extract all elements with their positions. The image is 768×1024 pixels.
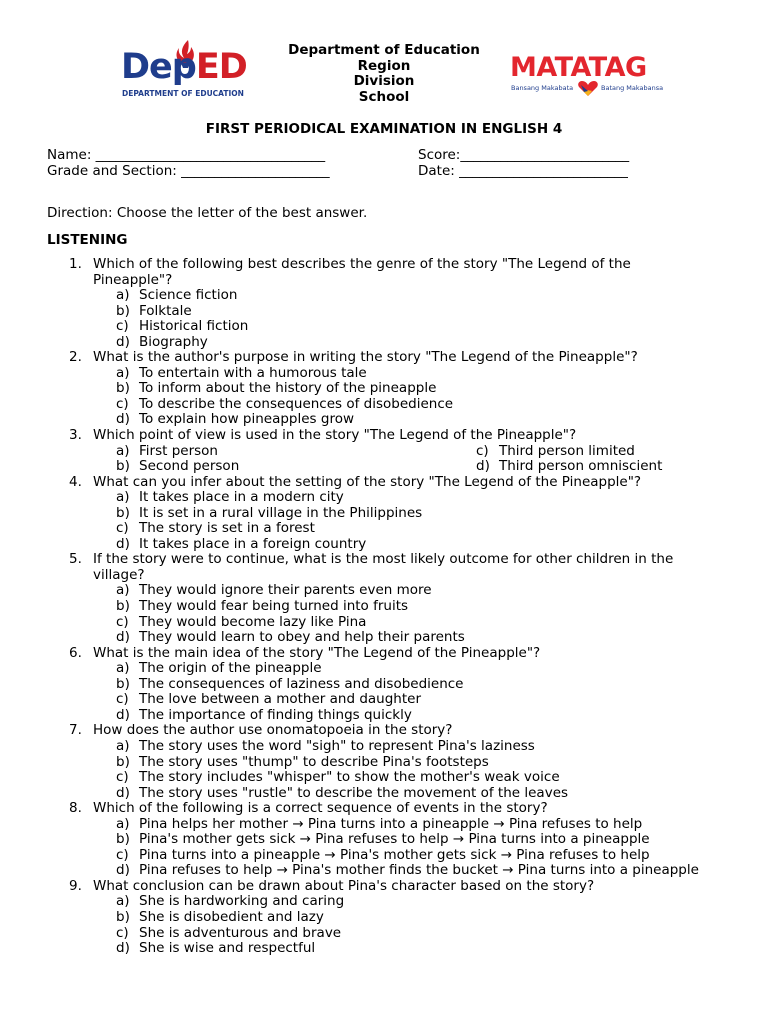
question-item (0, 723, 768, 739)
question-text: What can you infer about the setting of the story "The Legend of the Pineapple"? (93, 473, 642, 490)
question-text: Which point of view is used in the story "The Legend of the Pineapple"? (93, 427, 577, 444)
option-letter: b) (116, 458, 130, 475)
option-text: Third person limited (499, 442, 635, 459)
option-text: The story is set in a forest (139, 520, 315, 537)
option-text: The story uses the word "sigh" to represent Pina's laziness (139, 737, 535, 754)
option-item (0, 661, 768, 677)
option-letter: a) (116, 489, 130, 506)
option-item (0, 630, 768, 646)
option-letter: b) (116, 908, 130, 925)
option-text: Pina refuses to help → Pina's mother finds the bucket → Pina turns into a pineapple (139, 862, 699, 879)
question-number: 1. (69, 256, 82, 272)
option-text: To explain how pineapples grow (139, 411, 354, 428)
option-letter: c) (116, 520, 129, 537)
option-text: The story uses "rustle" to describe the movement of the leaves (139, 784, 569, 801)
question-item (0, 646, 768, 662)
option-letter: a) (116, 582, 130, 599)
option-text: First person (139, 442, 218, 459)
option-item (0, 708, 768, 724)
option-item (0, 397, 768, 413)
option-letter: d) (116, 784, 130, 801)
option-letter: a) (116, 660, 130, 677)
date-field: Date: _________________________ (418, 163, 628, 179)
option-text: The story uses "thump" to describe Pina's footsteps (139, 753, 489, 770)
grade-section-field: Grade and Section: ______________________ (47, 163, 330, 179)
option-letter: b) (116, 598, 130, 615)
option-text: The story includes "whisper" to show the mother's weak voice (139, 769, 560, 786)
question-item (0, 350, 768, 366)
option-text: To inform about the history of the pineapple (139, 380, 437, 397)
question-number: 8. (69, 800, 82, 817)
option-item (0, 677, 768, 693)
option-letter: b) (116, 302, 130, 319)
matatag-tagline-left: Bansang Makabata (511, 84, 574, 92)
question-number: 5. (69, 551, 82, 568)
direction: Direction: Choose the letter of the best answer. (47, 205, 368, 221)
option-letter: c) (476, 442, 489, 459)
question-item (0, 428, 768, 444)
heart-icon (577, 81, 599, 97)
option-text: The importance of finding things quickly (139, 706, 412, 723)
option-item (0, 863, 768, 879)
option-text: She is disobedient and lazy (139, 908, 324, 925)
option-text: The love between a mother and daughter (139, 691, 421, 708)
deped-wordmark: DepED (121, 47, 247, 87)
question-text: If the story were to continue, what is the most likely outcome for other children in the village? (93, 551, 674, 583)
option-letter: a) (116, 815, 130, 832)
option-item (0, 521, 768, 537)
option-row (0, 459, 768, 475)
option-item (0, 381, 768, 397)
option-item (0, 755, 768, 771)
section-title: LISTENING (47, 232, 128, 248)
option-letter: d) (116, 629, 130, 646)
question-number: 3. (69, 427, 82, 444)
option-text: She is wise and respectful (139, 940, 316, 957)
option-row (0, 444, 768, 460)
matatag-wordmark: MATATAG (510, 52, 647, 83)
option-item (0, 739, 768, 755)
option-text: Pina's mother gets sick → Pina refuses to help → Pina turns into a pineapple (139, 831, 650, 848)
question-item (0, 257, 768, 288)
option-letter: d) (116, 862, 130, 879)
question-list (0, 257, 768, 957)
matatag-tagline-right: Batang Makabansa (601, 84, 664, 92)
option-item (0, 848, 768, 864)
option-letter: a) (116, 287, 130, 304)
option-text: They would learn to obey and help their parents (139, 629, 465, 646)
option-letter: c) (116, 846, 129, 863)
option-letter: d) (476, 458, 490, 475)
option-item (0, 786, 768, 802)
option-letter: d) (116, 535, 130, 552)
question-text: Which of the following best describes the genre of the story "The Legend of the Pineapple"? (93, 256, 631, 288)
option-item (0, 335, 768, 351)
option-text: She is hardworking and caring (139, 893, 345, 910)
option-letter: b) (116, 380, 130, 397)
option-letter: c) (116, 769, 129, 786)
question-item (0, 552, 768, 583)
option-letter: d) (116, 411, 130, 428)
option-text: The consequences of laziness and disobedience (139, 675, 464, 692)
header-school: School (358, 88, 410, 105)
option-letter: d) (116, 940, 130, 957)
option-item (0, 537, 768, 553)
option-item (0, 941, 768, 957)
option-text: Folktale (139, 302, 192, 319)
option-text: Second person (139, 458, 240, 475)
option-letter: b) (116, 504, 130, 521)
option-letter: c) (116, 318, 129, 335)
question-text: What is the main idea of the story "The Legend of the Pineapple"? (93, 644, 541, 661)
option-item (0, 583, 768, 599)
option-item (0, 319, 768, 335)
option-letter: d) (116, 706, 130, 723)
option-text: Historical fiction (139, 318, 249, 335)
option-item (0, 832, 768, 848)
option-text: They would become lazy like Pina (139, 613, 367, 630)
question-text: Which of the following is a correct sequence of events in the story? (93, 800, 548, 817)
option-letter: c) (116, 691, 129, 708)
option-text: It takes place in a foreign country (139, 535, 367, 552)
exam-title: FIRST PERIODICAL EXAMINATION IN ENGLISH 4 (205, 121, 563, 137)
name-field: Name: __________________________________ (47, 147, 326, 163)
option-item (0, 910, 768, 926)
option-text: The origin of the pineapple (139, 660, 322, 677)
option-text: Biography (139, 333, 208, 350)
option-text: To entertain with a humorous tale (139, 364, 367, 381)
option-item (0, 926, 768, 942)
question-number: 6. (69, 644, 82, 661)
header-division: Division (353, 73, 415, 90)
header-region: Region (357, 57, 411, 74)
option-text: They would fear being turned into fruits (139, 598, 409, 615)
header-department: Department of Education (288, 42, 480, 58)
option-letter: a) (116, 364, 130, 381)
question-text: What conclusion can be drawn about Pina's character based on the story? (93, 877, 595, 894)
question-number: 4. (69, 473, 82, 490)
option-text: It is set in a rural village in the Philippines (139, 504, 423, 521)
deped-subtitle: DEPARTMENT OF EDUCATION (122, 89, 244, 98)
option-letter: c) (116, 924, 129, 941)
score-field: Score:_________________________ (418, 147, 630, 163)
option-letter: a) (116, 737, 130, 754)
option-item (0, 770, 768, 786)
option-item (0, 288, 768, 304)
header-text (254, 43, 514, 105)
option-letter: c) (116, 395, 129, 412)
option-letter: a) (116, 442, 130, 459)
option-text: It takes place in a modern city (139, 489, 344, 506)
question-item (0, 879, 768, 895)
question-number: 7. (69, 722, 82, 739)
option-text: Pina helps her mother → Pina turns into a pineapple → Pina refuses to help (139, 815, 643, 832)
option-item (0, 894, 768, 910)
option-text: Science fiction (139, 287, 238, 304)
option-item (0, 817, 768, 833)
deped-logo (118, 32, 264, 102)
option-item (0, 304, 768, 320)
option-letter: d) (116, 333, 130, 350)
option-item (0, 366, 768, 382)
option-letter: c) (116, 613, 129, 630)
option-text: She is adventurous and brave (139, 924, 342, 941)
option-text: Pina turns into a pineapple → Pina's mother gets sick → Pina refuses to help (139, 846, 650, 863)
option-item (0, 412, 768, 428)
option-item (0, 615, 768, 631)
option-letter: b) (116, 675, 130, 692)
question-number: 9. (69, 877, 82, 894)
option-letter: b) (116, 753, 130, 770)
question-text: How does the author use onomatopoeia in the story? (93, 722, 453, 739)
option-item (0, 692, 768, 708)
question-text: What is the author's purpose in writing the story "The Legend of the Pineapple"? (93, 349, 638, 366)
option-text: Third person omniscient (499, 458, 663, 475)
option-letter: b) (116, 831, 130, 848)
option-item (0, 506, 768, 522)
question-number: 2. (69, 349, 82, 366)
option-text: They would ignore their parents even more (139, 582, 432, 599)
matatag-logo (508, 52, 670, 102)
option-item (0, 599, 768, 615)
option-letter: a) (116, 893, 130, 910)
question-item (0, 475, 768, 491)
option-text: To describe the consequences of disobedience (139, 395, 454, 412)
option-item (0, 490, 768, 506)
question-item (0, 801, 768, 817)
